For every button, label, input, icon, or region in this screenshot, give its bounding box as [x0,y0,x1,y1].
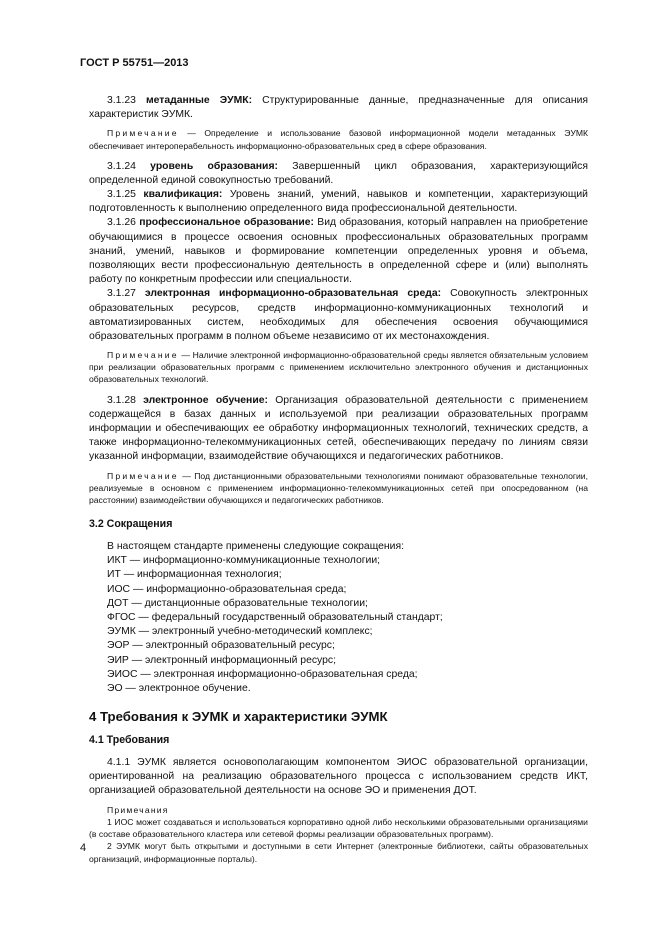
note-text: — Определение и использование базовой информационной модели метаданных ЭУМК обеспечивает интероперабельность информационно-образовательных сред в сфере образования. [89,128,588,151]
term: уровень образования: [150,160,278,172]
section-heading-4: 4 Требования к ЭУМК и характеристики ЭУМК [89,709,388,725]
definition-text: Организация образовательной деятельности с применением содержащейся в базах данных и используемой при реализации образовательных программ информации и обеспечивающих ее обработку информационных технологий, технических средств, а также информационно-телекоммуникационных сетей, обеспечивающих передачу по линиям связи указанной информации, взаимодействие обучающихся и педагогических работников. [89,394,589,463]
definition-3-1-23 [89,94,588,122]
definition-3-1-27 [89,287,588,344]
term: профессиональное образование: [139,217,314,229]
note [89,349,588,385]
abbreviation-item: ДОТ — дистанционные образовательные технологии; [107,597,368,609]
page-number: 4 [80,842,87,854]
abbreviation-item: ФГОС — федеральный государственный образовательный стандарт; [107,612,443,624]
definition-text: Структурированные данные, предназначенные для описания характеристик ЭУМК. [89,95,588,121]
clause-number: 3.1.24 [107,160,136,172]
clause-number: 3.1.25 [107,189,136,200]
section-heading-3-2: 3.2 Сокращения [89,517,173,530]
abbreviation-item: ЭИР — электронный информационный ресурс; [107,654,336,666]
definition-text: Совокупность электронных образовательных ресурсов, средств информационно-коммуникационных технологий и автоматизированных систем, необходимых для обеспечения освоения обучающимися образовательных программ в полном объеме независимо от их местонахождения. [89,288,588,343]
abbreviation-item: ИКТ — информационно-коммуникационные технологии; [107,555,381,567]
page-header: ГОСТ Р 55751—2013 [80,57,189,69]
note [89,127,588,151]
abbreviation-item: ЭУМК — электронный учебно-методический комплекс; [107,626,373,638]
term: метаданные ЭУМК: [145,95,253,106]
term: квалификация: [143,189,223,200]
clause-number: 3.1.28 [107,394,136,406]
numbered-note: 2 ЭУМК могут быть открытыми и доступными в сети Интернет (электронные библиотеки, сайты образовательных организаций, информационные порталы). [89,841,588,864]
definition-3-1-25 [89,188,588,216]
notes-heading: Примечания [107,805,169,816]
abbreviation-item: ИОС — информационно-образовательная среда; [107,583,347,595]
document-body [89,94,588,865]
definition-3-1-28 [89,394,588,465]
clause-number: 3.1.27 [107,288,136,300]
note-label: Примечание [107,350,179,361]
note-text: — Под дистанционными образовательными технологиями понимают образовательные технологии, реализуемые в основном с применением информационно-телекоммуникационных сетей при опосредованном (на расстоянии) взаимодействии обучающихся и педагогических работников. [89,470,588,505]
definition-3-1-26 [89,216,588,287]
numbered-note: 1 ИОС может создаваться и использоваться корпоративно одной либо несколькими образовательными организациями (в составе образовательного кластера или сетевой формы реализации образовательных программ). [89,817,588,840]
definition-3-1-24 [89,160,588,188]
abbreviation-item: ЭО — электронное обучение. [107,683,251,695]
note [89,470,588,506]
note-text: — Наличие электронной информационно-образовательной среды является обязательным условием при реализации образовательных программ с применением исключительно электронного обучения и дистанционных образовательных технологий. [89,350,588,385]
term: электронная информационно-образовательная среда: [144,288,442,300]
section-heading-4-1: 4.1 Требования [89,734,170,747]
note-label: Примечание [107,128,179,139]
clause-4-1-1: 4.1.1 ЭУМК является основополагающим компонентом ЭИОС образовательной организации, ориентированной на реализацию образовательного процесса с использованием средств ИКТ, организацией образовательной деятельности на основе ЭО и применения ДОТ. [89,756,588,797]
abbreviation-item: ЭИОС — электронная информационно-образовательная среда; [107,668,418,680]
definition-text: Вид образования, который направлен на приобретение обучающимися в процессе освоения основных профессиональных образовательных программ знаний, умений, навыков и формирование компетенции определенных уровня и объема, позволяющих вести профессиональную деятельность в определенной сфере и (или) выполнять работу по конкретным профессии или специальности. [89,217,588,286]
clause-number: 3.1.26 [107,217,136,229]
abbreviations-intro: В настоящем стандарте применены следующие сокращения: [107,541,404,553]
definition-text: Уровень знаний, умений, навыков и компетенции, характеризующий подготовленность к выполнению определенного вида профессиональной деятельности. [89,189,588,215]
note-label: Примечание [107,470,179,481]
abbreviation-item: ИТ — информационная технология; [107,569,282,581]
clause-number: 3.1.23 [107,95,136,106]
definition-text: Завершенный цикл образования, характеризующийся определенной единой совокупностью требований. [89,160,588,186]
abbreviation-item: ЭОР — электронный образовательный ресурс; [107,640,335,652]
term: электронное обучение: [143,394,268,406]
